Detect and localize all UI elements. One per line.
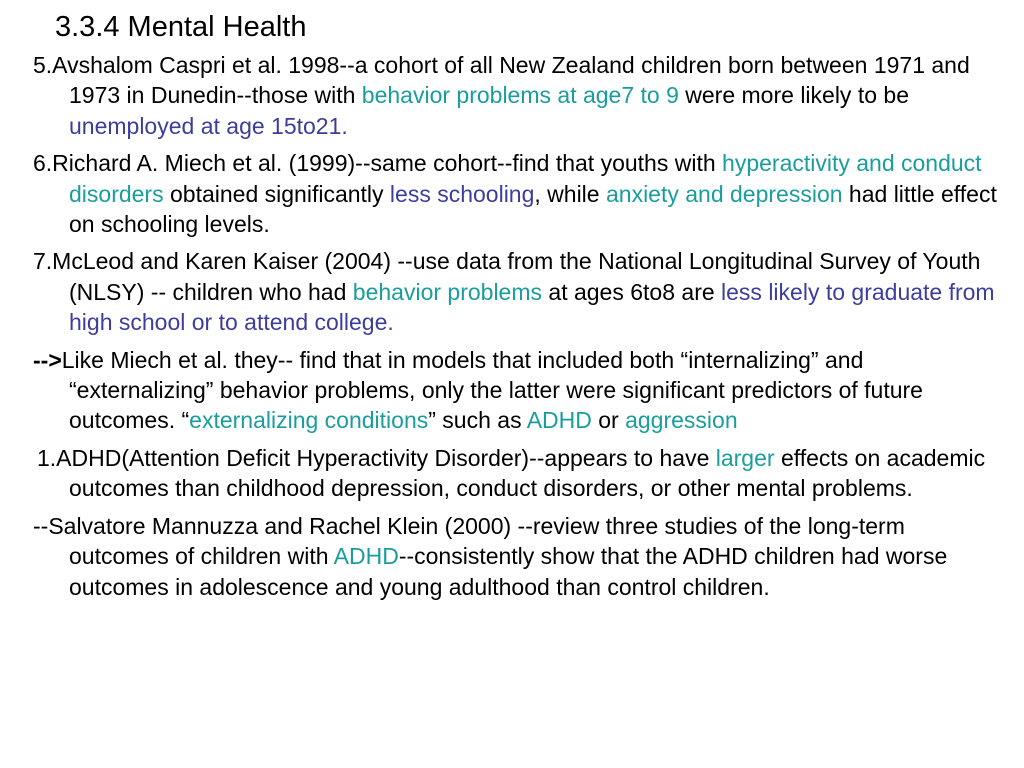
text-segment: were more likely to be [678,82,909,109]
text-segment: , while [534,180,606,207]
highlighted-text-segment: externalizing conditions [189,407,429,434]
highlighted-text-segment: unemployed at age 15to21. [69,112,348,139]
text-segment: effects on academic outcomes than childhood depression, conduct disorders, or other mental problems. [69,444,986,502]
bullet-paragraph-2 [33,148,1008,239]
highlighted-text-segment: behavior problems at age7 to 9 [361,82,679,109]
text-segment: or [591,407,626,434]
highlighted-text-segment: behavior problems [352,278,543,305]
bullet-paragraph-3 [33,246,1008,337]
text-segment: --Salvatore Mannuzza and Rachel Klein (2000) --review three studies of the long-term outcomes of children with [33,512,905,570]
text-segment: had little effect on schooling levels. [69,180,997,238]
highlighted-text-segment: anxiety and depression [605,180,843,207]
text-segment: 6.Richard A. Miech et al. (1999)--same cohort--find that youths with [33,150,723,177]
highlighted-text-segment: hyperactivity and conduct disorders [69,150,982,207]
highlighted-text-segment: larger [715,444,775,471]
highlighted-text-segment: ADHD [526,407,592,434]
highlighted-text-segment: --> [33,346,62,373]
text-segment: 7.McLeod and Karen Kaiser (2004) --use data from the National Longitudinal Survey of Youth (NLSY) -- children who had [33,248,981,305]
text-segment: ” such as [428,407,527,434]
text-segment: --consistently show that the ADHD children had worse outcomes in adolescence and young adulthood than control children. [69,543,948,600]
text-segment: 1.ADHD(Attention Deficit Hyperactivity Disorder)--appears to have [37,444,716,471]
bullet-paragraph-5 [33,443,1008,504]
bullet-paragraph-1 [33,50,1008,141]
text-segment: Like Miech et al. they-- find that in models that included both “internalizing” and “externalizing” behavior problems, only the latter were significant predictors of future outcomes. “ [61,346,923,434]
slide-title: 3.3.4 Mental Health [55,11,307,43]
bullet-paragraph-4 [33,345,1008,436]
highlighted-text-segment: less schooling [389,180,535,207]
text-segment: obtained significantly [163,180,390,207]
text-segment: at ages 6to8 are [542,278,722,305]
highlighted-text-segment: ADHD [333,543,399,570]
highlighted-text-segment: less likely to graduate from high school or to attend college. [69,278,995,336]
bullet-paragraph-6 [33,511,1008,602]
highlighted-text-segment: aggression [625,407,738,434]
text-segment: 5.Avshalom Caspri et al. 1998--a cohort of all New Zealand children born between 1971 and 1973 in Dunedin--those with [33,52,970,109]
slide-body [33,50,1008,609]
